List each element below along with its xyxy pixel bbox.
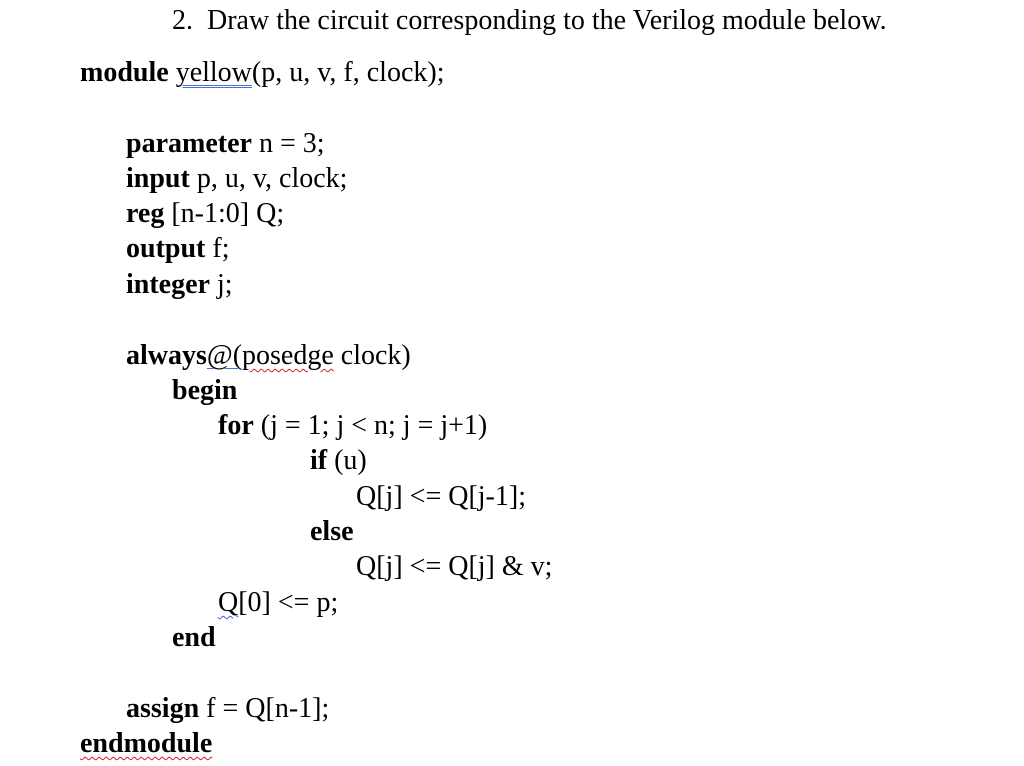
output-text: f; bbox=[205, 233, 230, 264]
keyword-for: for bbox=[218, 410, 254, 441]
keyword-integer: integer bbox=[126, 269, 210, 300]
code-line-integer bbox=[126, 268, 233, 302]
code-line-if bbox=[310, 444, 367, 478]
code-line-parameter bbox=[126, 127, 325, 161]
code-line-for bbox=[218, 409, 487, 443]
module-ports: (p, u, v, f, clock); bbox=[251, 57, 445, 88]
assign-and-text: Q[j] <= Q[j] & v; bbox=[356, 551, 553, 582]
assign-shift-text: Q[j] <= Q[j-1]; bbox=[356, 481, 526, 512]
reg-text: [n-1:0] Q; bbox=[164, 198, 285, 229]
question-number: 2. bbox=[172, 5, 193, 36]
question-line bbox=[172, 4, 887, 38]
keyword-output: output bbox=[126, 233, 206, 264]
input-text: p, u, v, clock; bbox=[189, 163, 348, 194]
parameter-text: n = 3; bbox=[251, 128, 325, 159]
assign-text: f = Q[n-1]; bbox=[199, 693, 330, 724]
code-line-endmodule bbox=[80, 727, 212, 761]
always-text: clock) bbox=[333, 340, 411, 371]
keyword-input: input bbox=[126, 163, 190, 194]
keyword-parameter: parameter bbox=[126, 128, 252, 159]
keyword-assign: assign bbox=[126, 693, 200, 724]
code-line-assign-and bbox=[356, 550, 552, 584]
code-line-else bbox=[310, 515, 354, 549]
code-line-q0 bbox=[218, 586, 338, 620]
code-line-module bbox=[80, 56, 444, 90]
q0-text: [0] <= p; bbox=[238, 587, 339, 618]
module-name: yellow bbox=[175, 57, 252, 88]
code-line-output bbox=[126, 232, 229, 266]
q0-symbol: Q bbox=[218, 587, 239, 618]
keyword-endmodule: endmodule bbox=[80, 728, 213, 759]
keyword-reg: reg bbox=[126, 198, 165, 229]
always-at: @( bbox=[206, 340, 243, 371]
keyword-else: else bbox=[310, 516, 354, 547]
if-text: (u) bbox=[327, 445, 367, 476]
code-line-input bbox=[126, 162, 347, 196]
keyword-if: if bbox=[310, 445, 328, 476]
for-text: (j = 1; j < n; j = j+1) bbox=[253, 410, 488, 441]
keyword-module: module bbox=[80, 57, 169, 88]
code-line-reg bbox=[126, 197, 284, 231]
keyword-always: always bbox=[126, 340, 207, 371]
code-line-always bbox=[126, 339, 411, 373]
integer-text: j; bbox=[209, 269, 233, 300]
code-line-assign bbox=[126, 692, 329, 726]
question-text: Draw the circuit corresponding to the Verilog module below. bbox=[207, 5, 887, 36]
code-line-begin bbox=[172, 374, 237, 408]
code-line-end bbox=[172, 621, 216, 655]
keyword-posedge: posedge bbox=[242, 340, 334, 371]
keyword-end: end bbox=[172, 622, 216, 653]
code-line-assign-shift bbox=[356, 480, 526, 514]
keyword-begin: begin bbox=[172, 375, 238, 406]
